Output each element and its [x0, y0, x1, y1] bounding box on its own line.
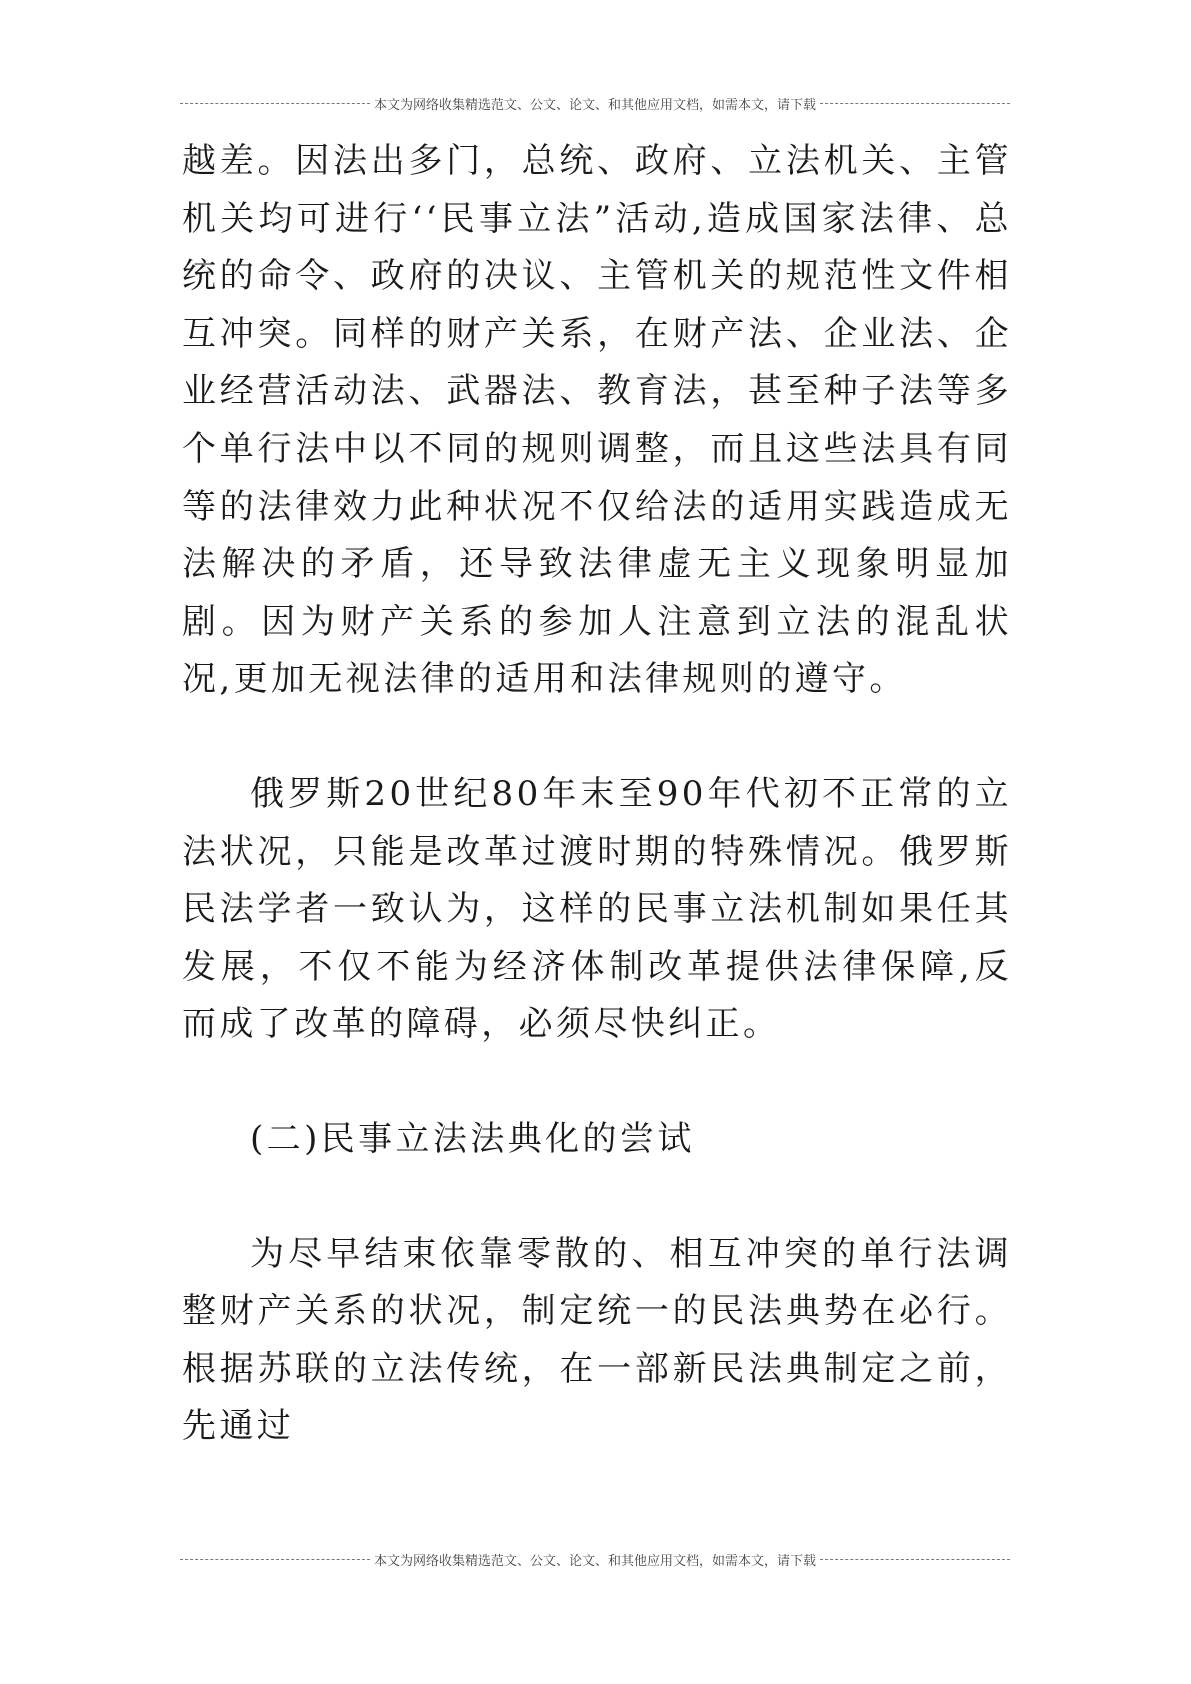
header-banner	[180, 93, 1010, 113]
section-heading: (二)民事立法法典化的尝试	[250, 1118, 695, 1159]
footer-rule-left	[180, 1559, 370, 1560]
body-paragraph-2: 俄罗斯20世纪80年末至90年代初不正常的立法状况，只能是改革过渡时期的特殊情况。俄罗斯民法学者一致认为，这样的民事立法机制如果任其发展，不仅不能为经济体制改革提供法律保障,反而成了改革的障碍，必须尽快纠正。	[182, 773, 1012, 1045]
footer-banner-text: 本文为网络收集精选范文、公文、论文、和其他应用文档，如需本文，请下载	[374, 1553, 817, 1569]
body-paragraph-1: 越差。因法出多门，总统、政府、立法机关、主管机关均可进行‘‘民事立法”活动,造成国家法律、总统的命令、政府的决议、主管机关的规范性文件相互冲突。同样的财产关系，在财产法、企业法、企业经营活动法、武器法、教育法，甚至种子法等多个单行法中以不同的规则调整，而且这些法具有同等的法律效力此种状况不仅给法的适用实践造成无法解决的矛盾，还导致法律虚无主义现象明显加剧。因为财产关系的参加人注意到立法的混乱状况,更加无视法律的适用和法律规则的遵守。	[182, 141, 1012, 700]
document-body	[182, 133, 1012, 1456]
header-banner-text: 本文为网络收集精选范文、公文、论文、和其他应用文档，如需本文，请下载	[374, 97, 817, 113]
header-rule-right	[820, 103, 1010, 104]
footer-banner	[180, 1549, 1010, 1569]
body-paragraph-4: 为尽早结束依靠零散的、相互冲突的单行法调整财产关系的状况，制定统一的民法典势在必行。根据苏联的立法传统，在一部新民法典制定之前，先通过	[182, 1233, 1012, 1447]
footer-rule-right	[820, 1559, 1010, 1560]
header-rule-left	[180, 103, 370, 104]
